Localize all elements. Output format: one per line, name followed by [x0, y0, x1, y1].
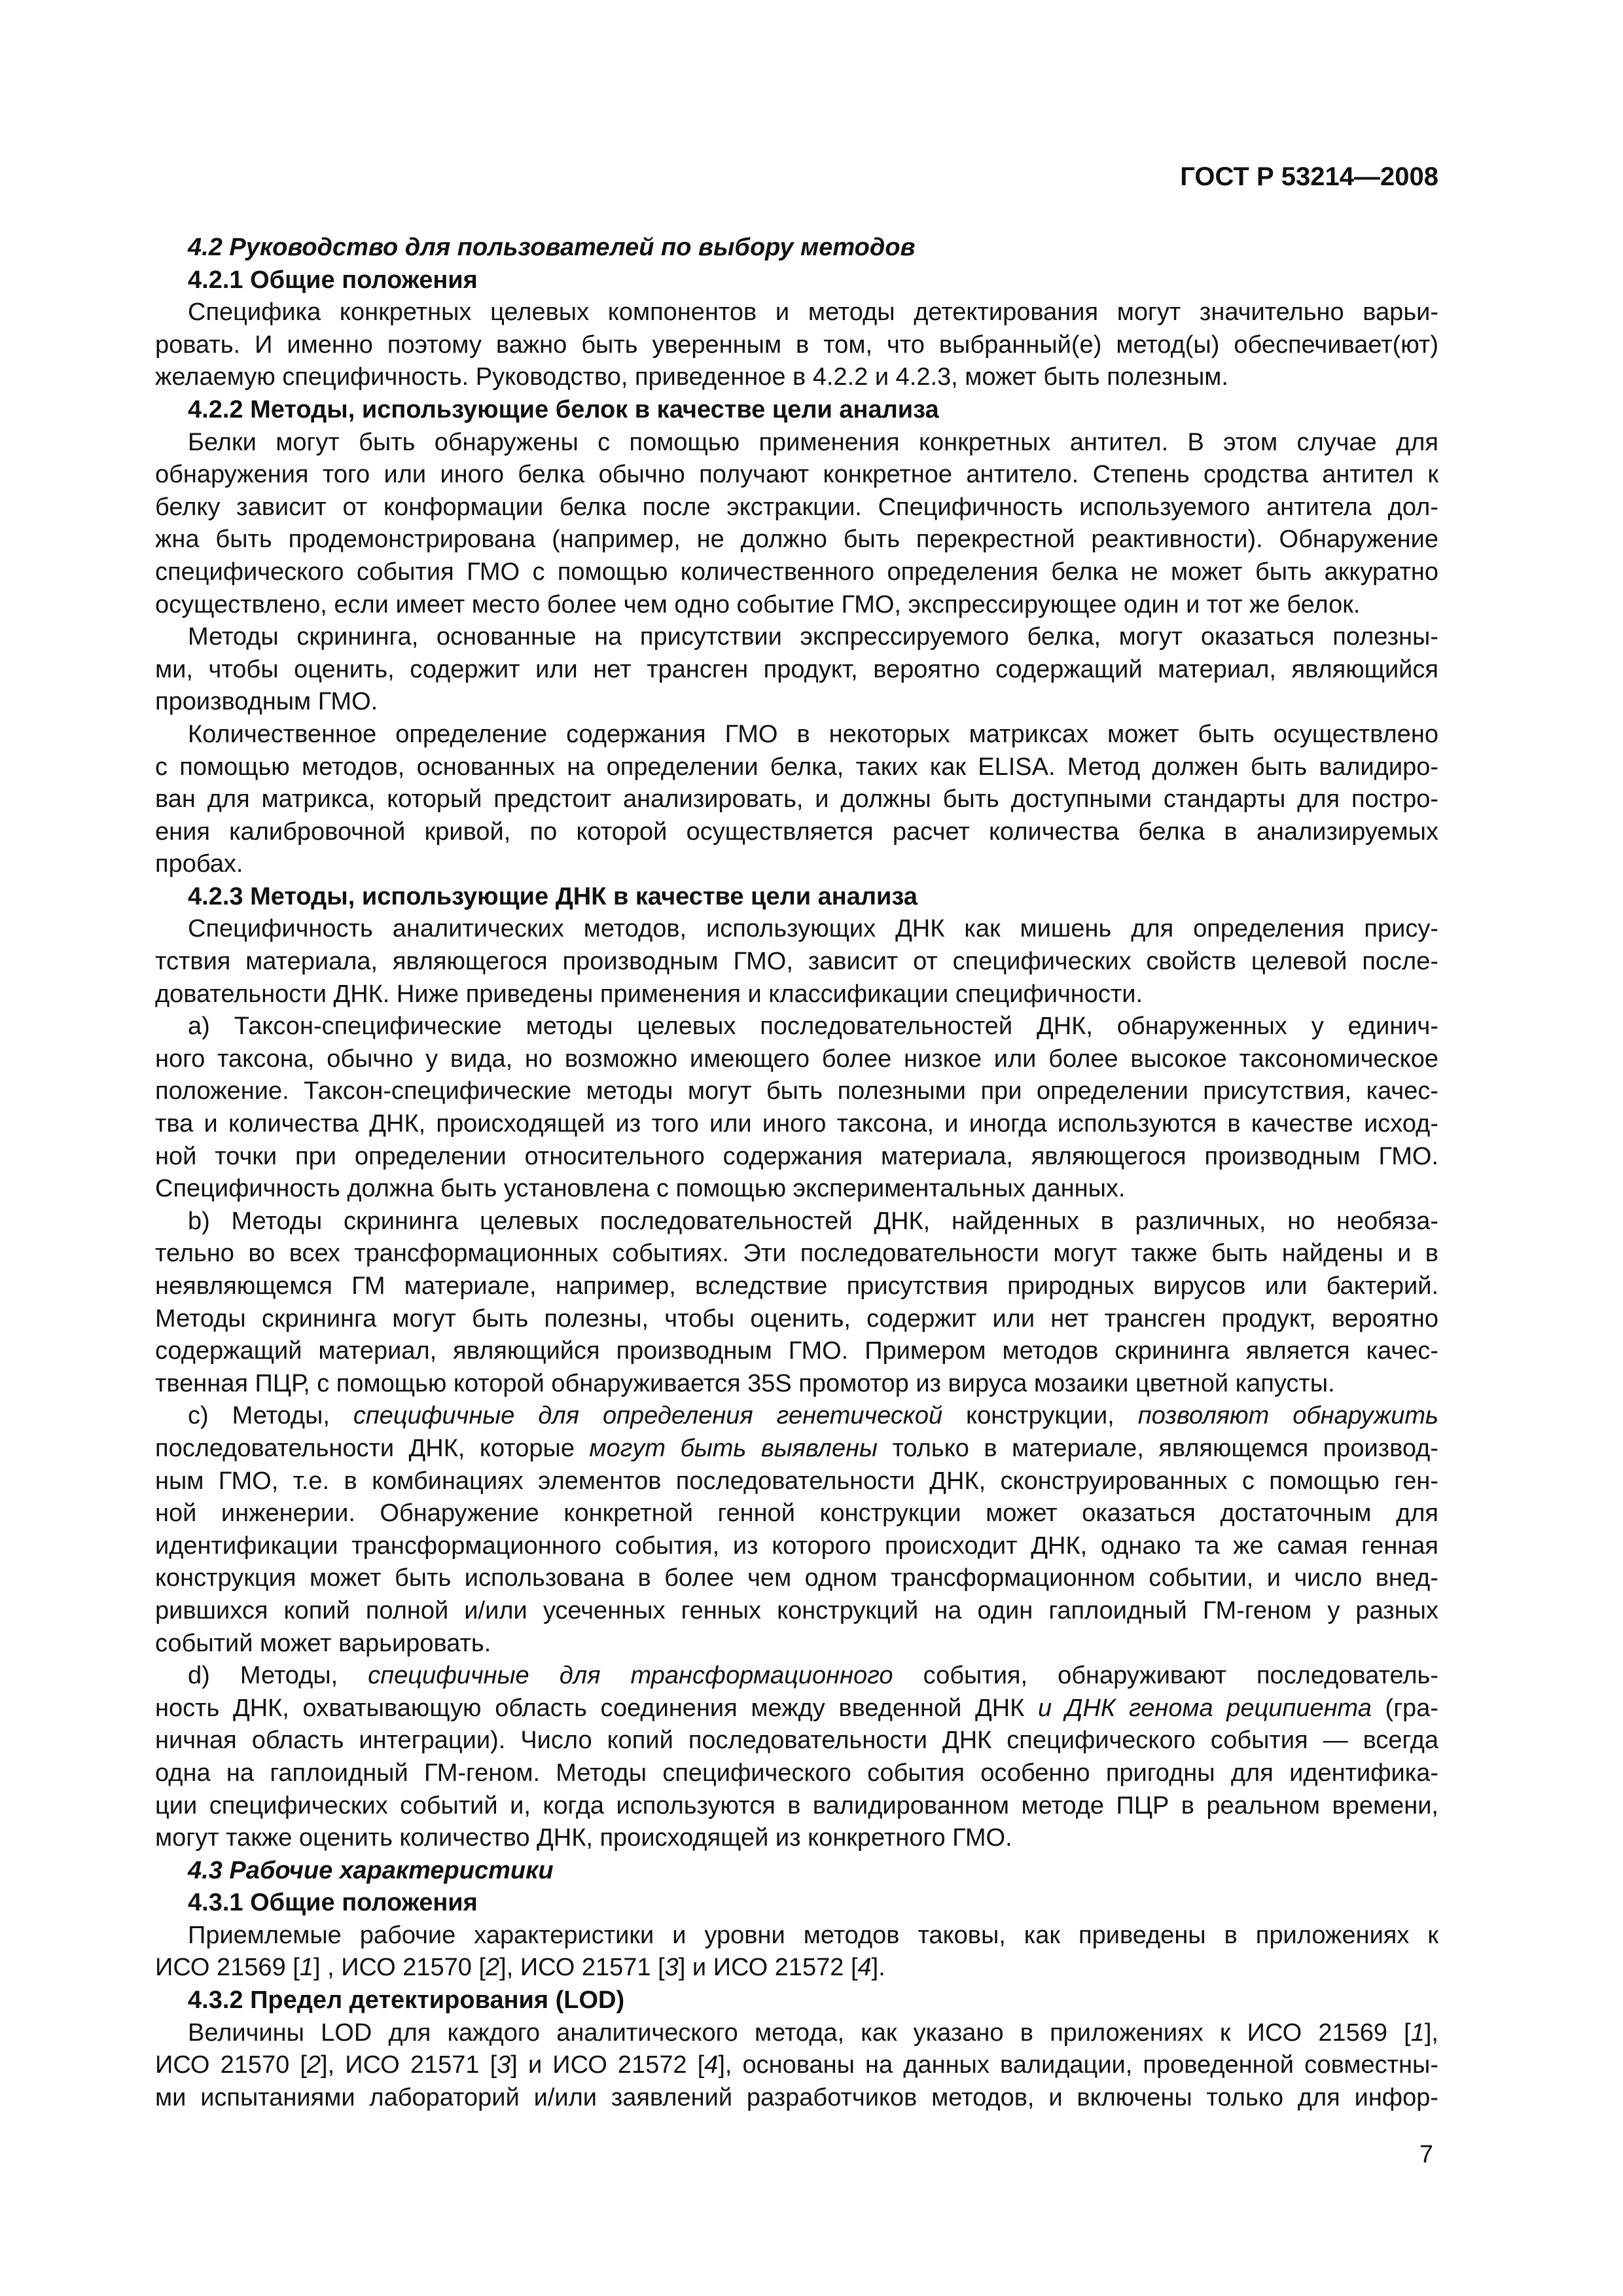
text-run: тва и количества ДНК, происходящей из того или иного таксона, и иногда используются в качестве исход- [155, 1110, 1438, 1138]
text-line-content [188, 881, 918, 914]
text-run: d) Методы, [188, 1662, 368, 1690]
text-run: специфического события ГМО с помощью количественного определения белка не может быть аккуратно [155, 558, 1438, 586]
text-line [155, 329, 1438, 362]
italic-text: специфичные для трансформационного [368, 1662, 893, 1690]
text-run: ничная область интеграции). Число копий последовательности ДНК специфического события — всегда [155, 1727, 1438, 1755]
text-line-content [155, 1595, 1438, 1628]
text-line-content [155, 978, 1143, 1011]
text-line [155, 881, 1438, 914]
paragraph [155, 1400, 1438, 1660]
text-line-content [155, 1108, 1438, 1141]
text-line-content [155, 686, 378, 719]
text-run: ], ИСО 21571 [ [321, 2051, 497, 2079]
text-line [155, 232, 1438, 264]
text-run: Специфичность должна быть установлена с помощью экспериментальных данных. [155, 1175, 1126, 1203]
paragraph [155, 719, 1438, 881]
text-run: 4.3.1 Общие положения [188, 1889, 478, 1917]
text-run: (гра- [1371, 1694, 1438, 1722]
text-line-content [188, 1011, 1438, 1043]
text-line [155, 1693, 1438, 1725]
text-line-content [155, 492, 1438, 524]
text-line-content [155, 1693, 1438, 1725]
text-run: могут также оценить количество ДНК, происходящей из конкретного ГМО. [155, 1824, 1012, 1852]
text-run: одна на гаплоидный ГМ-геном. Методы специфического события особенно пригодны для идентифика- [155, 1759, 1438, 1787]
text-line-content [155, 1725, 1438, 1757]
text-run: c) Методы, [188, 1402, 353, 1430]
text-line-content [188, 1920, 1438, 1952]
text-line-content [188, 621, 1438, 654]
text-line-content [155, 1303, 1438, 1336]
text-run: рившихся копий полной и/или усеченных генных конструкций на один гаплоидный ГМ-геном у разных [155, 1596, 1438, 1624]
text-line-content [155, 783, 1438, 816]
text-line [155, 1303, 1438, 1336]
text-line-content [188, 1984, 624, 2017]
text-line [155, 1270, 1438, 1303]
text-run: ], основаны на данных валидации, проведенной совместны- [718, 2051, 1439, 2079]
text-line [155, 1075, 1438, 1108]
text-line-content [155, 1173, 1125, 1206]
text-line-content [155, 1757, 1438, 1790]
text-line [155, 654, 1438, 687]
text-line-content [188, 719, 1438, 751]
text-run: ], [1424, 2018, 1438, 2047]
text-run: 4.2.1 Общие положения [188, 266, 478, 294]
text-line [155, 1595, 1438, 1628]
italic-text: 3 [497, 2051, 511, 2079]
text-run: положение. Таксон-специфические методы могут быть полезными при определении присутствия, качес- [155, 1077, 1438, 1105]
text-line-content [155, 654, 1438, 687]
paragraph [155, 1011, 1438, 1206]
text-run: Специфичность аналитических методов, использующих ДНК как мишень для определения прису- [188, 915, 1438, 943]
paragraph [155, 1206, 1438, 1401]
text-line [155, 1433, 1438, 1465]
text-line-content [188, 1855, 554, 1888]
text-run: конструкция может быть использована в более чем одном трансформационном событии, и число внед- [155, 1564, 1438, 1592]
text-line [155, 978, 1438, 1011]
text-run: ] , ИСО 21570 [ [313, 1954, 486, 1982]
text-run: ]. [871, 1954, 885, 1982]
section-heading [155, 881, 1438, 914]
text-line [155, 427, 1438, 459]
text-run: пробах. [155, 850, 243, 878]
italic-text: специфичные для определения генетической [353, 1402, 943, 1430]
italic-text: 1 [1410, 2018, 1425, 2047]
text-run: ной инженерии. Обнаружение конкретной генной конструкции может оказаться достаточным для [155, 1499, 1438, 1528]
text-line [155, 296, 1438, 329]
text-line-content [188, 427, 1438, 459]
text-run: неявляющемся ГМ материале, например, вследствие присутствия природных вирусов или бактерий. [155, 1272, 1438, 1300]
page-number: 7 [1419, 2141, 1433, 2168]
text-run: событий может варьировать. [155, 1629, 491, 1657]
text-run: тельно во всех трансформационных событиях. Эти последовательности могут также быть найдены и в [155, 1240, 1438, 1268]
text-line [155, 1173, 1438, 1206]
text-run: конструкции, [942, 1402, 1138, 1430]
text-line-content [188, 1400, 1438, 1433]
section-heading [155, 1855, 1438, 1888]
text-line [155, 1465, 1438, 1498]
text-line-content [188, 296, 1438, 329]
text-line [155, 1725, 1438, 1757]
text-run: ровать. И именно поэтому важно быть уверенным в том, что выбранный(е) метод(ы) обеспечивает(ют) [155, 331, 1438, 359]
text-line-content [155, 1238, 1438, 1270]
text-run: только в материале, являющемся производ- [877, 1434, 1438, 1462]
text-line-content [155, 1628, 491, 1660]
text-line [155, 1043, 1438, 1076]
paragraph [155, 1920, 1438, 1984]
text-run: осуществлено, если имеет место более чем одно событие ГМО, экспрессирующее один и тот же белок. [155, 590, 1361, 619]
text-line-content [155, 1270, 1438, 1303]
italic-text: позволяют обнаружить [1137, 1402, 1438, 1430]
text-line [155, 1498, 1438, 1530]
text-line [155, 1335, 1438, 1368]
text-line-content [188, 2017, 1438, 2050]
text-line-content [155, 1790, 1438, 1823]
section-heading [155, 232, 1438, 264]
body-text [155, 232, 1438, 2114]
standard-number-header: ГОСТ Р 53214—2008 [1180, 162, 1438, 191]
text-line [155, 264, 1438, 297]
text-line [155, 816, 1438, 849]
paragraph [155, 621, 1438, 719]
text-run: идентификации трансформационного события, из которого происходит ДНК, однако та же самая генная [155, 1532, 1438, 1560]
section-heading [155, 1984, 1438, 2017]
text-line [155, 1206, 1438, 1238]
italic-text: 4 [857, 1954, 872, 1982]
text-line [155, 719, 1438, 751]
text-line [155, 686, 1438, 719]
text-line [155, 1952, 1438, 1984]
italic-text: 3 [664, 1954, 679, 1982]
italic-text: 4 [704, 2051, 719, 2079]
section-heading [155, 1887, 1438, 1920]
text-run: Величины LOD для каждого аналитического метода, как указано в приложениях к ИСО 21569 [ [188, 2018, 1411, 2047]
text-run: ми, чтобы оценить, содержит или нет трансген продукт, вероятно содержащий материал, являющийся [155, 655, 1438, 683]
text-line [155, 556, 1438, 589]
text-run: ИСО 21569 [ [155, 1954, 300, 1982]
text-line-content [155, 848, 243, 881]
text-run: ] и ИСО 21572 [ [678, 1954, 858, 1982]
paragraph [155, 913, 1438, 1011]
text-line-content [155, 1465, 1438, 1498]
text-line-content [155, 1141, 1438, 1174]
text-line [155, 946, 1438, 978]
text-line-content [155, 459, 1438, 492]
text-line [155, 1790, 1438, 1823]
text-run: Специфика конкретных целевых компонентов и методы детектирования могут значительно варьи- [188, 298, 1438, 327]
text-line [155, 361, 1438, 394]
text-run: белку зависит от конформации белка после экстракции. Специфичность используемого антитела дол- [155, 493, 1438, 521]
text-run: 4.2.2 Методы, использующие белок в качестве цели анализа [188, 395, 939, 423]
text-line-content [188, 264, 478, 297]
text-run: с помощью методов, основанных на определении белка, таких как ELISA. Метод должен быть валидиро- [155, 753, 1438, 781]
text-line [155, 1887, 1438, 1920]
text-line-content [155, 816, 1438, 849]
text-run: производным ГМО. [155, 688, 378, 716]
text-line [155, 913, 1438, 946]
text-line-content [155, 329, 1438, 362]
text-line [155, 1822, 1438, 1855]
text-run: твенная ПЦР, с помощью которой обнаруживается 35S промотор из вируса мозаики цветной капусты. [155, 1369, 1335, 1397]
text-run: обнаружения того или иного белка обычно получают конкретное антитело. Степень сродства антител к [155, 461, 1438, 489]
text-line-content [155, 361, 1228, 394]
text-line [155, 2049, 1438, 2082]
text-line-content [155, 1952, 885, 1984]
paragraph [155, 427, 1438, 622]
text-line [155, 589, 1438, 622]
paragraph [155, 2017, 1438, 2115]
text-run: ван для матрикса, который предстоит анализировать, и должны быть доступными стандарты для постро- [155, 785, 1438, 814]
section-heading [155, 394, 1438, 427]
text-run: 4.2 Руководство для пользователей по выбору методов [188, 234, 916, 261]
text-line-content [155, 2049, 1438, 2082]
text-run: ность ДНК, охватывающую область соединения между введенной ДНК [155, 1694, 1038, 1722]
text-line-content [155, 1498, 1438, 1530]
text-run: 4.3 Рабочие характеристики [188, 1856, 554, 1884]
text-line-content [155, 2082, 1438, 2115]
text-line-content [188, 1660, 1438, 1693]
text-line-content [188, 232, 915, 264]
text-line [155, 1141, 1438, 1174]
text-run: события, обнаруживают последователь- [893, 1662, 1438, 1690]
text-line-content [155, 946, 1438, 978]
text-line-content [188, 913, 1438, 946]
text-line-content [155, 1043, 1438, 1076]
text-run: довательности ДНК. Ниже приведены применения и классификации специфичности. [155, 980, 1143, 1008]
text-line [155, 1660, 1438, 1693]
text-run: последовательности ДНК, которые [155, 1434, 590, 1462]
text-line [155, 459, 1438, 492]
section-heading [155, 264, 1438, 297]
text-line [155, 1628, 1438, 1660]
text-line [155, 2082, 1438, 2115]
italic-text: 1 [299, 1954, 313, 1982]
italic-text: могут быть выявлены [589, 1434, 878, 1462]
text-run: Методы скрининга могут быть полезны, чтобы оценить, содержит или нет трансген продукт, вероятно [155, 1304, 1438, 1333]
text-run: Приемлемые рабочие характеристики и уровни методов таковы, как приведены в приложениях к [188, 1921, 1438, 1949]
text-run: ] и ИСО 21572 [ [510, 2051, 705, 2079]
text-run: ИСО 21570 [ [155, 2051, 307, 2079]
text-line [155, 1108, 1438, 1141]
italic-text: 2 [306, 2051, 321, 2079]
text-run: Белки могут быть обнаружены с помощью применения конкретных антител. В этом случае для [188, 428, 1438, 456]
text-run: 4.3.2 Предел детектирования (LOD) [188, 1986, 625, 2015]
text-line [155, 1984, 1438, 2017]
text-line-content [155, 1368, 1335, 1401]
text-run: Методы скрининга, основанные на присутствии экспрессируемого белка, могут оказаться полезны- [188, 623, 1438, 651]
text-line [155, 1011, 1438, 1043]
italic-text: и ДНК генома реципиента [1037, 1694, 1372, 1722]
text-line [155, 1855, 1438, 1888]
text-run: содержащий материал, являющийся производным ГМО. Примером методов скрининга является качес- [155, 1337, 1438, 1365]
text-run: ], ИСО 21571 [ [499, 1954, 665, 1982]
text-run: желаемую специфичность. Руководство, приведенное в 4.2.2 и 4.2.3, может быть полезным. [155, 363, 1228, 391]
text-line [155, 1757, 1438, 1790]
text-line-content [155, 556, 1438, 589]
text-run: ной точки при определении относительного содержания материала, являющегося производным ГМО. [155, 1142, 1438, 1170]
text-line-content [155, 1433, 1438, 1465]
text-line [155, 751, 1438, 784]
text-line-content [188, 1206, 1438, 1238]
text-line-content [155, 751, 1438, 784]
text-line-content [155, 589, 1360, 622]
text-line-content [155, 1530, 1438, 1563]
text-line-content [155, 1562, 1438, 1595]
text-run: ного таксона, обычно у вида, но возможно имеющего более низкое или более высокое таксономическое [155, 1045, 1438, 1073]
italic-text: 2 [486, 1954, 500, 1982]
text-line [155, 1400, 1438, 1433]
text-run: Количественное определение содержания ГМО в некоторых матриксах может быть осуществлено [188, 720, 1438, 748]
text-line [155, 524, 1438, 556]
text-run: жна быть продемонстрирована (например, не должно быть перекрестной реактивности). Обнаружение [155, 526, 1438, 554]
text-line [155, 848, 1438, 881]
text-run: a) Таксон-специфические методы целевых последовательностей ДНК, обнаруженных у единич- [188, 1013, 1438, 1041]
text-line [155, 492, 1438, 524]
text-line [155, 621, 1438, 654]
text-line-content [155, 1075, 1438, 1108]
text-line [155, 394, 1438, 427]
text-line-content [188, 394, 939, 427]
text-line-content [155, 1335, 1438, 1368]
text-run: b) Методы скрининга целевых последовательностей ДНК, найденных в различных, но необяза- [188, 1207, 1438, 1235]
text-line-content [188, 1887, 478, 1920]
text-run: тствия материала, являющегося производным ГМО, зависит от специфических свойств целевой после- [155, 948, 1438, 976]
text-run: ции специфических событий и, когда используются в валидированном методе ПЦР в реальном времени, [155, 1791, 1438, 1820]
text-line-content [155, 1822, 1012, 1855]
text-run: 4.2.3 Методы, использующие ДНК в качестве цели анализа [188, 882, 918, 910]
text-line [155, 2017, 1438, 2050]
text-line-content [155, 524, 1438, 556]
text-run: ным ГМО, т.е. в комбинациях элементов последовательности ДНК, сконструированных с помощью ген- [155, 1467, 1438, 1495]
paragraph [155, 1660, 1438, 1855]
text-line [155, 1368, 1438, 1401]
text-line [155, 1530, 1438, 1563]
text-run: ми испытаниями лабораторий и/или заявлений разработчиков методов, и включены только для инфор- [155, 2083, 1438, 2111]
text-line [155, 1920, 1438, 1952]
text-line [155, 1238, 1438, 1270]
text-line [155, 1562, 1438, 1595]
text-line [155, 783, 1438, 816]
paragraph [155, 296, 1438, 394]
text-run: ения калибровочной кривой, по которой осуществляется расчет количества белка в анализируемых [155, 817, 1438, 846]
